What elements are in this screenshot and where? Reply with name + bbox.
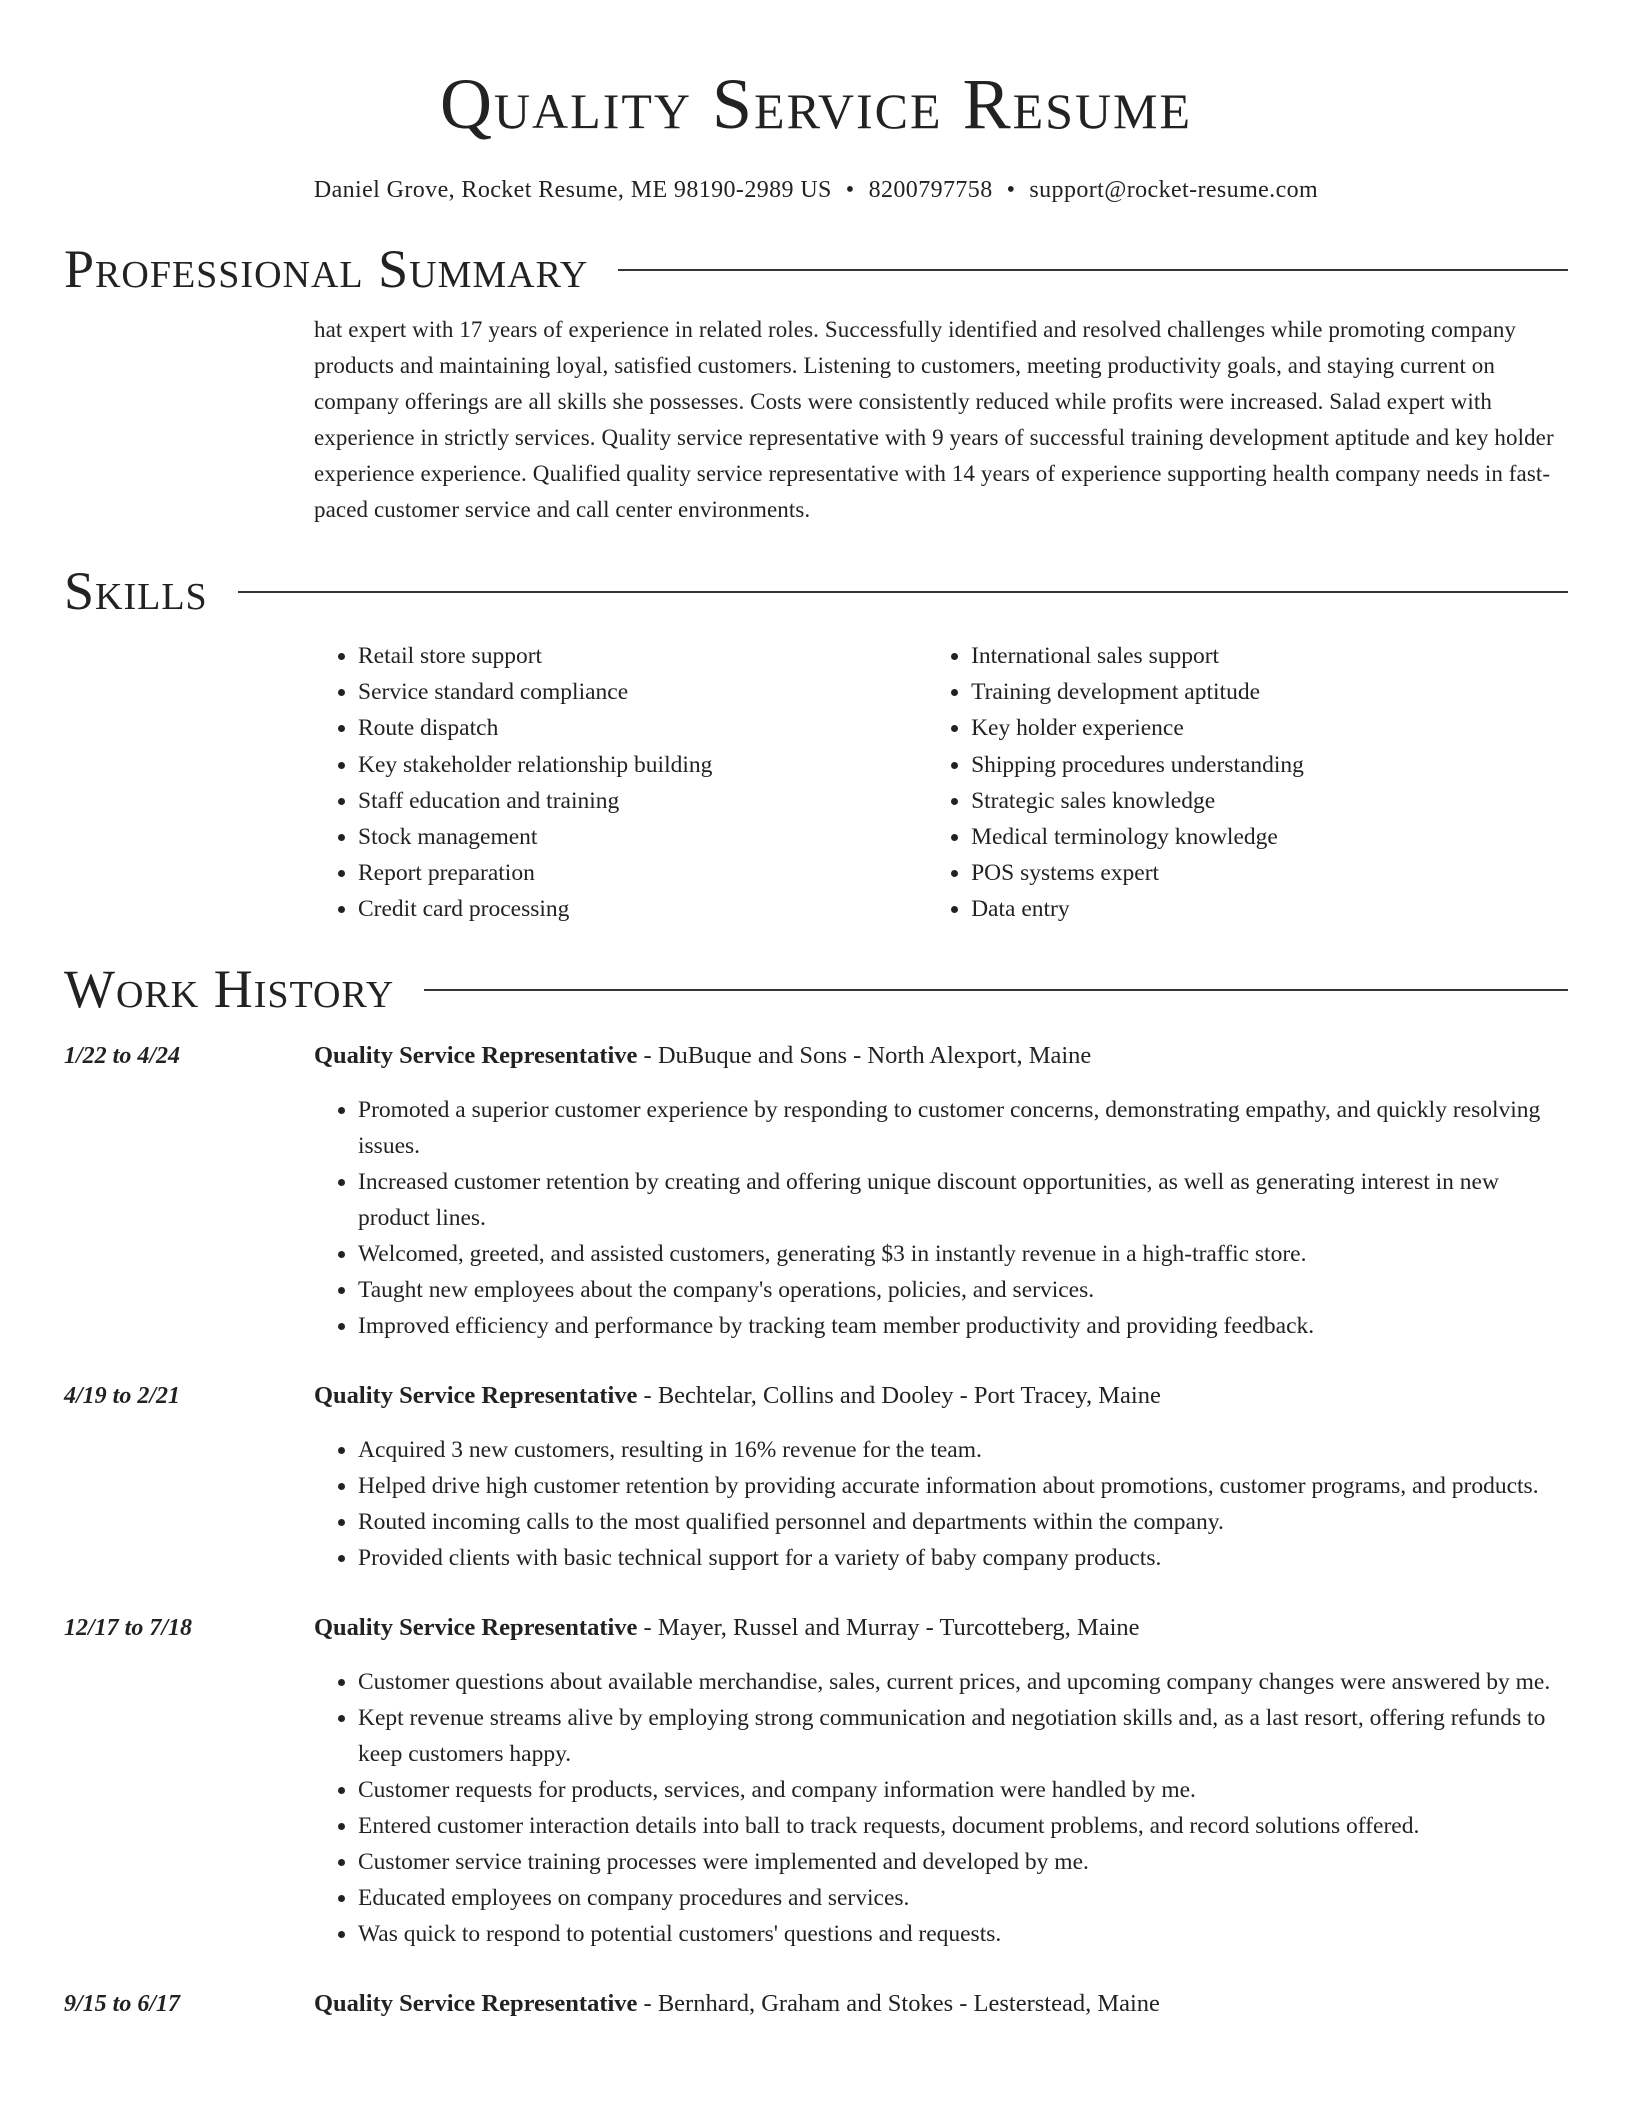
job-bullet: • Taught new employees about the company's operations, policies, and services. [358, 1272, 1568, 1308]
job-role: Quality Service Representative [314, 1041, 638, 1069]
skill-item: • Retail store support [358, 638, 927, 674]
job-bullet: • Kept revenue streams alive by employing strong communication and negotiation skills and, as a last resort, offering refunds to keep customers happy. [358, 1700, 1568, 1772]
resume-title: Quality Service Resume [439, 64, 1193, 144]
work-section-title: Work History [64, 958, 395, 1019]
job-bullet: • Routed incoming calls to the most qualified personnel and departments within the company. [358, 1504, 1568, 1540]
skill-item: • Service standard compliance [358, 674, 927, 710]
job-body [314, 1610, 1568, 1952]
contact-address: Daniel Grove, Rocket Resume, ME 98190-2989 US [313, 177, 832, 203]
section-divider [424, 989, 1568, 991]
section-divider [238, 591, 1568, 593]
summary-section-title: Professional Summary [64, 239, 589, 299]
contact-line [64, 174, 1568, 206]
job-heading [314, 1610, 1568, 1646]
skill-item: • Data entry [971, 891, 1568, 927]
skill-item: • Training development aptitude [971, 674, 1568, 710]
job-bullets [314, 1092, 1568, 1344]
job-bullet: • Customer service training processes were implemented and developed by me. [358, 1844, 1568, 1880]
job-bullet: • Acquired 3 new customers, resulting in 16% revenue for the team. [358, 1432, 1568, 1468]
skills-section-title: Skills [64, 561, 208, 621]
job-entry [64, 1986, 1568, 2022]
job-bullets [314, 1664, 1568, 1952]
job-bullet: • Customer requests for products, services, and company information were handled by me. [358, 1772, 1568, 1808]
summary-text: hat expert with 17 years of experience in related roles. Successfully identified and resolved challenges while promoting company products and maintaining loyal, satisfied customers. Listening to customers, meeting productivity goals, and staying current on company offerings are all skills she possesses. Costs were consistently reduced while profits were increased. Salad expert with experience in strictly services. Quality service representative with 9 years of successful training development aptitude and key holder experience experience. Qualified quality service representative with 14 years of experience supporting health company needs in fast-paced customer service and call center environments. [314, 317, 1554, 522]
job-entry [64, 1378, 1568, 1576]
skill-item: • POS systems expert [971, 855, 1568, 891]
contact-separator: • [1006, 177, 1016, 203]
job-bullet: • Was quick to respond to potential customers' questions and requests. [358, 1916, 1568, 1952]
skills-columns [314, 638, 1568, 928]
job-bullet: • Welcomed, greeted, and assisted customers, generating $3 in instantly revenue in a high-traffic store. [358, 1236, 1568, 1272]
skills-section-header [64, 558, 1568, 624]
job-body [314, 1378, 1568, 1576]
skills-list-left [314, 638, 927, 928]
skill-item: • Key stakeholder relationship building [358, 747, 927, 783]
job-dates: 9/15 to 6/17 [64, 1990, 181, 2017]
skill-item: • International sales support [971, 638, 1568, 674]
summary-section-header [64, 236, 1568, 302]
job-role: Quality Service Representative [314, 1989, 638, 2017]
skill-item: • Strategic sales knowledge [971, 783, 1568, 819]
contact-email: support@rocket-resume.com [1029, 177, 1319, 203]
job-employer: - Bechtelar, Collins and Dooley - Port Tracey, Maine [637, 1381, 1161, 1409]
work-section-header [64, 956, 1568, 1022]
job-bullet: • Entered customer interaction details into ball to track requests, document problems, and record solutions offered. [358, 1808, 1568, 1844]
skill-item: • Credit card processing [358, 891, 927, 927]
skill-item: • Report preparation [358, 855, 927, 891]
job-role: Quality Service Representative [314, 1613, 638, 1641]
job-heading [314, 1038, 1568, 1074]
job-entry [64, 1038, 1568, 1344]
section-divider [618, 269, 1568, 271]
job-employer: - DuBuque and Sons - North Alexport, Maine [637, 1041, 1092, 1069]
job-heading [314, 1986, 1568, 2022]
job-bullet: • Promoted a superior customer experience by responding to customer concerns, demonstrating empathy, and quickly resolving issues. [358, 1092, 1568, 1164]
job-role: Quality Service Representative [314, 1381, 638, 1409]
job-heading [314, 1378, 1568, 1414]
job-dates: 12/17 to 7/18 [64, 1614, 193, 1641]
skill-item: • Medical terminology knowledge [971, 819, 1568, 855]
job-dates: 4/19 to 2/21 [64, 1382, 181, 1409]
job-bullet: • Provided clients with basic technical support for a variety of baby company products. [358, 1540, 1568, 1576]
job-bullet: • Customer questions about available merchandise, sales, current prices, and upcoming company changes were answered by me. [358, 1664, 1568, 1700]
contact-phone: 8200797758 [868, 177, 993, 203]
contact-separator: • [845, 177, 855, 203]
job-body [314, 1038, 1568, 1344]
job-bullet: • Improved efficiency and performance by tracking team member productivity and providing feedback. [358, 1308, 1568, 1344]
job-bullets [314, 1432, 1568, 1576]
job-dates: 1/22 to 4/24 [64, 1042, 181, 1069]
job-entry [64, 1610, 1568, 1952]
job-body [314, 1986, 1568, 2022]
job-employer: - Mayer, Russel and Murray - Turcotteberg, Maine [637, 1613, 1140, 1641]
skill-item: • Route dispatch [358, 710, 927, 746]
job-employer: - Bernhard, Graham and Stokes - Lesterstead, Maine [637, 1989, 1160, 2017]
skill-item: • Staff education and training [358, 783, 927, 819]
job-bullet: • Educated employees on company procedures and services. [358, 1880, 1568, 1916]
skills-list-right [927, 638, 1568, 928]
skill-item: • Stock management [358, 819, 927, 855]
resume-page [64, 0, 1568, 2022]
skill-item: • Shipping procedures understanding [971, 747, 1568, 783]
job-bullet: • Increased customer retention by creating and offering unique discount opportunities, as well as generating interest in new product lines. [358, 1164, 1568, 1236]
job-bullet: • Helped drive high customer retention by providing accurate information about promotions, customer programs, and products. [358, 1468, 1568, 1504]
skill-item: • Key holder experience [971, 710, 1568, 746]
